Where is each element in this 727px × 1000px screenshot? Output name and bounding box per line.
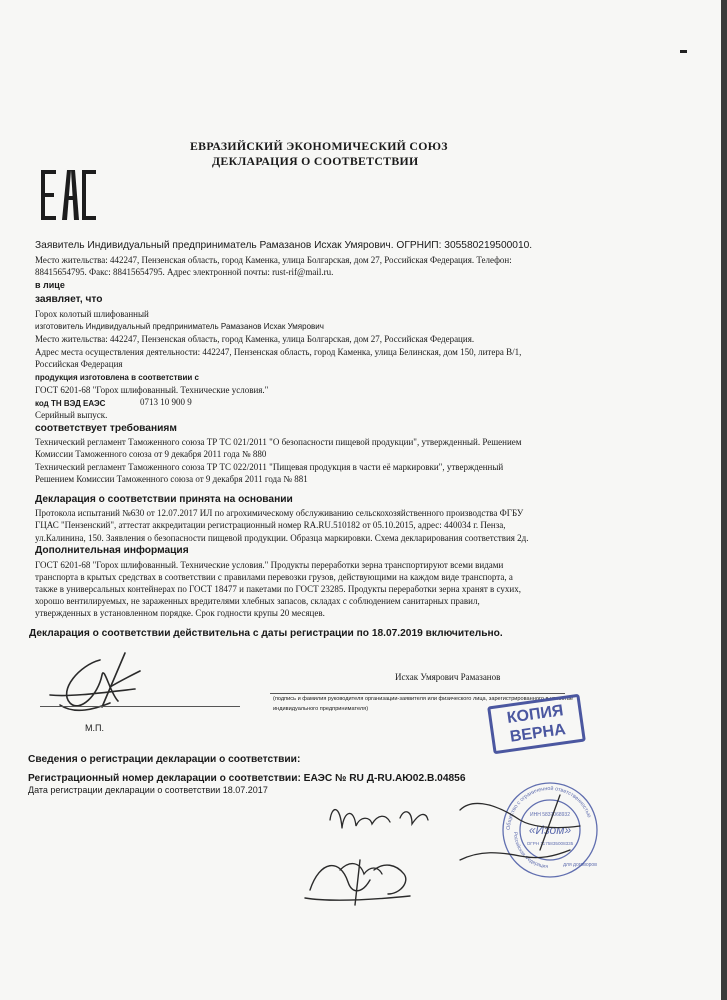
applicant-contacts: 88415654795. Факс: 88415654795. Адрес электронной почты: rust-rif@mail.ru. bbox=[35, 267, 334, 277]
seal-ring-text: Общество с ограниченной ответственностью bbox=[505, 785, 592, 831]
additional-info-label: Дополнительная информация bbox=[35, 545, 189, 556]
maker-address: Место жительства: 442247, Пензенская область, город Каменка, улица Болгарская, дом 27, Российская Федерация. bbox=[35, 334, 475, 344]
basis-line-1: Протокола испытаний №630 от 12.07.2017 ИЛ по агрохимическому обслуживанию сельскохозяйственного производства ФГБУ bbox=[35, 508, 524, 518]
basis-label: Декларация о соответствии принята на основании bbox=[35, 494, 293, 505]
additional-line-1: ГОСТ 6201-68 "Горох шлифованный. Технические условия." Продукты переработки зерна транспортируют всеми видами bbox=[35, 560, 504, 570]
registration-number: Регистрационный номер декларации о соответствии: ЕАЭС № RU Д-RU.АЮ02.В.04856 bbox=[28, 773, 466, 784]
signature-icon bbox=[40, 645, 150, 720]
activity-country: Российская Федерация bbox=[35, 359, 123, 369]
union-title: ЕВРАЗИЙСКИЙ ЭКОНОМИЧЕСКИЙ СОЮЗ bbox=[190, 139, 448, 153]
seal-bottom-text: для договоров bbox=[563, 862, 597, 868]
regulation-022-cont: Решением Комиссии Таможенного союза от 9 декабря 2011 года № 881 bbox=[35, 474, 308, 484]
applicant-line: Заявитель Индивидуальный предприниматель Рамазанов Исхак Умярович. ОГРНИП: 305580219500010. bbox=[35, 240, 533, 251]
validity-statement: Декларация о соответствии действительна с даты регистрации по 18.07.2019 включительно. bbox=[29, 628, 503, 639]
bottom-signature-icon bbox=[300, 850, 420, 910]
seal-place-label: М.П. bbox=[85, 723, 104, 733]
registration-date: Дата регистрации декларации о соответствии 18.07.2017 bbox=[28, 785, 268, 795]
made-per-label: продукция изготовлена в соответствии с bbox=[35, 373, 199, 382]
activity-address: Адрес места осуществления деятельности: 442247, Пензенская область, город Каменка, улица Белинская, дом 150, литера В/1, bbox=[35, 347, 522, 357]
signer-name: Исхак Умярович Рамазанов bbox=[395, 672, 501, 682]
product-maker: изготовитель Индивидуальный предприниматель Рамазанов Исхак Умярович bbox=[35, 322, 324, 331]
additional-line-3: также в универсальных контейнерах по ГОСТ 18477 и пакетами по ГОСТ 23285. Продукты переработки зерна хранят в сухих, bbox=[35, 584, 521, 594]
declaration-title: ДЕКЛАРАЦИЯ О СООТВЕТСТВИИ bbox=[212, 154, 419, 168]
stamp-line-2: ВЕРНА bbox=[508, 721, 567, 746]
serial-release: Серийный выпуск. bbox=[35, 410, 108, 420]
scan-mark bbox=[680, 50, 687, 53]
additional-line-4: хорошо вентилируемых, не зараженных вредителями хлебных запасов, складах с соблюдением санитарных правил, bbox=[35, 596, 480, 606]
declares-label: заявляет, что bbox=[35, 294, 103, 305]
regulation-021: Технический регламент Таможенного союза ТР ТС 021/2011 "О безопасности пищевой продукции", утвержденный. Решением bbox=[35, 437, 522, 447]
signature-caption: (подпись и фамилия руководителя организации-заявителя или физического лица, зарегистрированного в качестве bbox=[273, 696, 574, 702]
additional-line-5: утвержденных в установленном порядке. Срок годности крупы 20 месяцев. bbox=[35, 608, 325, 618]
regulation-021-cont: Комиссии Таможенного союза от 9 декабря 2011 года № 880 bbox=[35, 449, 267, 459]
seal-center-text: «Изом» bbox=[528, 823, 572, 837]
signature-line bbox=[40, 706, 240, 707]
tn-ved-label: код ТН ВЭД ЕАЭС bbox=[35, 399, 106, 408]
registration-label: Сведения о регистрации декларации о соответствии: bbox=[28, 754, 301, 765]
stamp-line-1: КОПИЯ bbox=[505, 702, 565, 727]
applicant-residence: Место жительства: 442247, Пензенская область, город Каменка, улица Болгарская, дом 27, Российская Федерация. Телефон: bbox=[35, 255, 512, 265]
tn-ved-code: 0713 10 900 9 bbox=[140, 397, 192, 407]
additional-line-2: транспорта в крытых средствах в соответствии с правилами перевозки грузов, действующими на каждом виде транспорта, а bbox=[35, 572, 513, 582]
seal-ogrn: ОГРН 1175835008335 bbox=[526, 841, 574, 846]
eac-mark-icon bbox=[40, 168, 98, 223]
basis-line-2: ГЦАС "Пензенский", аттестат аккредитации регистрационный номер RA.RU.510182 от 05.10.2015, адрес: 440034 г. Пенза, bbox=[35, 520, 506, 530]
regulation-022: Технический регламент Таможенного союза ТР ТС 022/2011 "Пищевая продукция в части её маркировки", утвержденный bbox=[35, 462, 504, 472]
gost-reference: ГОСТ 6201-68 "Горох шлифованный. Технические условия." bbox=[35, 385, 269, 395]
product-name: Горох колотый шлифованный bbox=[35, 309, 149, 319]
seal-inn: ИНН 5837068932 bbox=[529, 812, 571, 818]
signature-caption-cont: индивидуального предпринимателя) bbox=[273, 706, 369, 712]
requirements-label: соответствует требованиям bbox=[35, 423, 177, 434]
basis-line-3: ул.Калинина, 150. Заявления о безопасности пищевой продукции. Образца маркировки. Схема декларирования соответствия 2д. bbox=[35, 533, 529, 543]
in-person-label: в лице bbox=[35, 280, 65, 290]
signer-line bbox=[270, 693, 565, 694]
seal-ring-text-2: Российская Федерация bbox=[511, 831, 549, 870]
